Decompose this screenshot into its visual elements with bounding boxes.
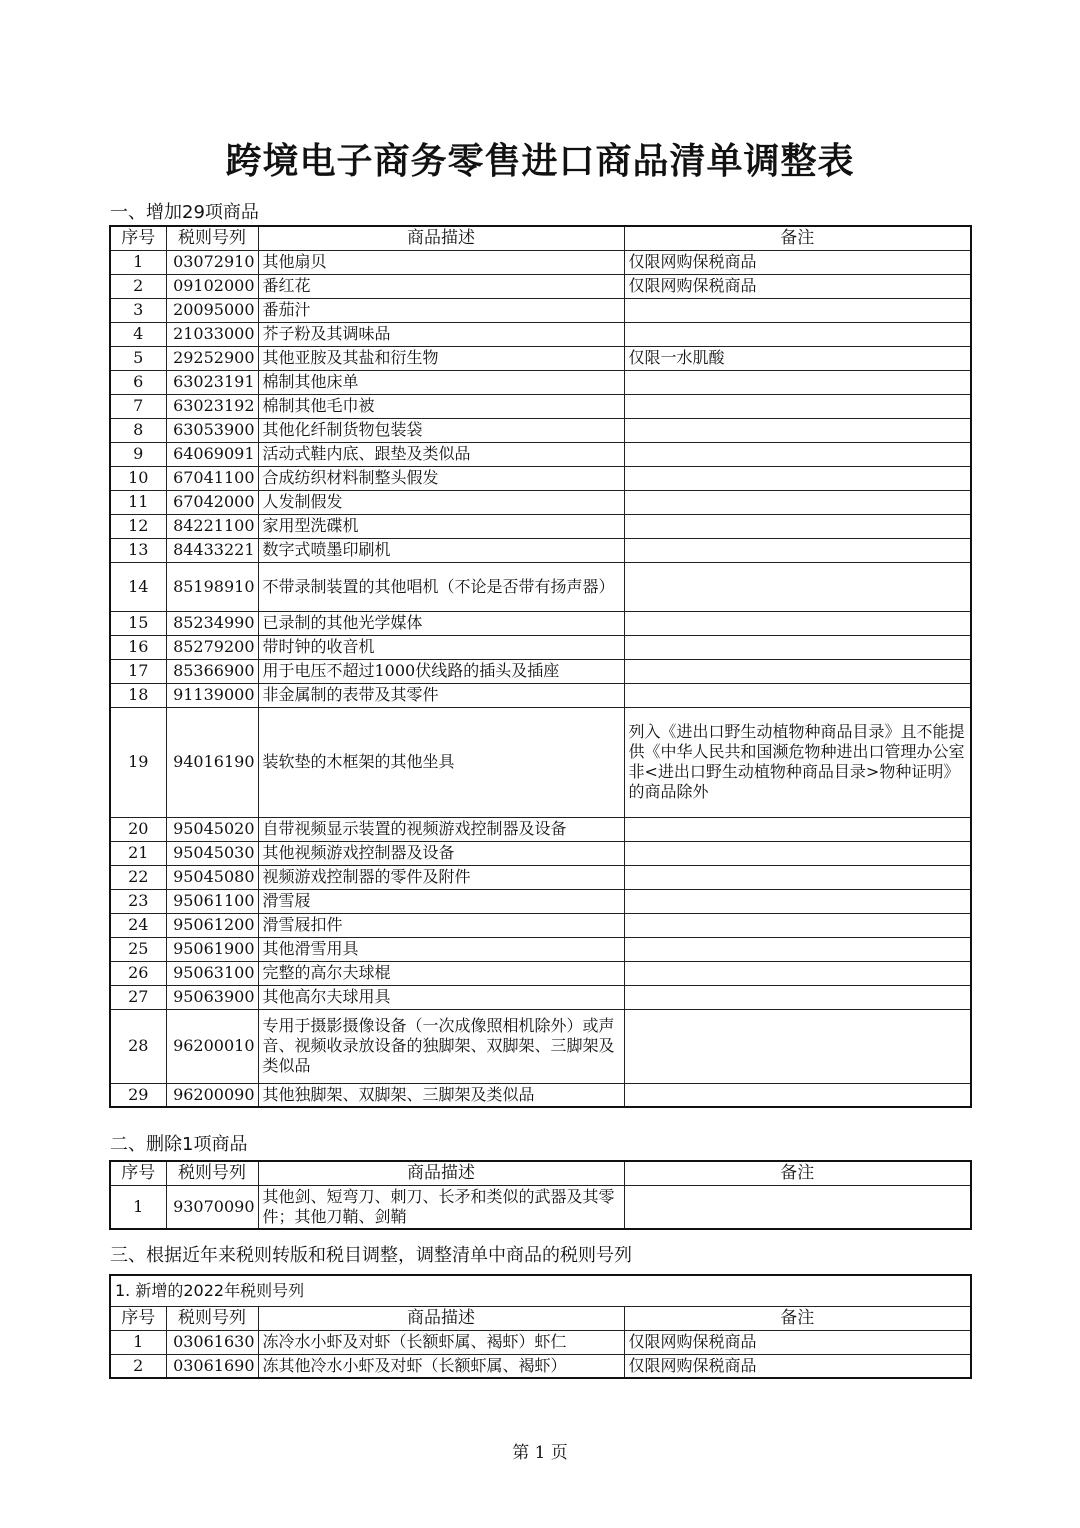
item-note	[624, 490, 971, 514]
item-description: 家用型洗碟机	[258, 514, 624, 538]
tariff-code: 95045080	[166, 865, 258, 889]
item-description: 专用于摄影摄像设备（一次成像照相机除外）或声音、视频收录放设备的独脚架、双脚架、三脚架及类似品	[258, 1009, 624, 1083]
page-title: 跨境电子商务零售进口商品清单调整表	[225, 141, 855, 182]
table-row	[110, 841, 971, 865]
header-no: 序号	[110, 226, 166, 250]
table-row	[110, 1330, 971, 1354]
table-row	[110, 659, 971, 683]
tariff-code: 03061690	[166, 1354, 258, 1378]
row-number: 14	[110, 562, 166, 611]
tariff-code: 95061100	[166, 889, 258, 913]
table-row	[110, 707, 971, 817]
tariff-code: 84433221	[166, 538, 258, 562]
header-code: 税则号列	[166, 1306, 258, 1330]
row-number: 16	[110, 635, 166, 659]
row-number: 8	[110, 418, 166, 442]
tariff-code: 95063900	[166, 985, 258, 1009]
row-number: 29	[110, 1083, 166, 1107]
tariff-code: 63053900	[166, 418, 258, 442]
item-note	[624, 466, 971, 490]
item-description: 人发制假发	[258, 490, 624, 514]
header-desc: 商品描述	[258, 1306, 624, 1330]
row-number: 9	[110, 442, 166, 466]
tariff-code: 20095000	[166, 298, 258, 322]
table-row	[110, 865, 971, 889]
item-note: 仅限网购保税商品	[624, 250, 971, 274]
row-number: 19	[110, 707, 166, 817]
tariff-code: 63023192	[166, 394, 258, 418]
item-description: 装软垫的木框架的其他坐具	[258, 707, 624, 817]
tariff-code: 64069091	[166, 442, 258, 466]
table-row	[110, 394, 971, 418]
row-number: 20	[110, 817, 166, 841]
item-description: 棉制其他毛巾被	[258, 394, 624, 418]
item-description: 其他高尔夫球用具	[258, 985, 624, 1009]
tariff-code: 09102000	[166, 274, 258, 298]
row-number: 26	[110, 961, 166, 985]
table-row	[110, 1354, 971, 1378]
tariff-code: 29252900	[166, 346, 258, 370]
tariff-code: 94016190	[166, 707, 258, 817]
tariff-code: 85279200	[166, 635, 258, 659]
item-note	[624, 1009, 971, 1083]
tariff-code: 85234990	[166, 611, 258, 635]
table-row	[110, 683, 971, 707]
header-note: 备注	[624, 1306, 971, 1330]
item-note	[624, 298, 971, 322]
item-note	[624, 514, 971, 538]
item-note	[624, 961, 971, 985]
tariff-code: 91139000	[166, 683, 258, 707]
table-row	[110, 490, 971, 514]
table-row	[110, 274, 971, 298]
item-description: 滑雪屐	[258, 889, 624, 913]
item-description: 冻其他冷水小虾及对虾（长额虾属、褐虾）	[258, 1354, 624, 1378]
tariff-code: 85198910	[166, 562, 258, 611]
table-row	[110, 961, 971, 985]
row-number: 21	[110, 841, 166, 865]
item-note: 仅限一水肌酸	[624, 346, 971, 370]
tariff-code: 95063100	[166, 961, 258, 985]
table-row	[110, 418, 971, 442]
tariff-code: 21033000	[166, 322, 258, 346]
table-row	[110, 611, 971, 635]
tariff-code: 93070090	[166, 1185, 258, 1229]
item-description: 带时钟的收音机	[258, 635, 624, 659]
row-number: 4	[110, 322, 166, 346]
row-number: 12	[110, 514, 166, 538]
item-note	[624, 889, 971, 913]
item-description: 其他扇贝	[258, 250, 624, 274]
item-description: 棉制其他床单	[258, 370, 624, 394]
row-number: 3	[110, 298, 166, 322]
item-description: 其他滑雪用具	[258, 937, 624, 961]
page-number: 第 1 页	[512, 1443, 568, 1463]
tariff-code: 67042000	[166, 490, 258, 514]
header-desc: 商品描述	[258, 226, 624, 250]
table-row	[110, 562, 971, 611]
item-description: 其他化纤制货物包装袋	[258, 418, 624, 442]
table-row	[110, 442, 971, 466]
adjust-items-table	[109, 1274, 972, 1379]
table-row	[110, 250, 971, 274]
header-desc: 商品描述	[258, 1161, 624, 1185]
tariff-code: 03061630	[166, 1330, 258, 1354]
item-description: 冻冷水小虾及对虾（长额虾属、褐虾）虾仁	[258, 1330, 624, 1354]
section-heading-delete: 二、删除1项商品	[110, 1134, 248, 1155]
table-row	[110, 1009, 971, 1083]
table-row	[110, 937, 971, 961]
item-note	[624, 683, 971, 707]
item-description: 不带录制装置的其他唱机（不论是否带有扬声器）	[258, 562, 624, 611]
item-note	[624, 913, 971, 937]
table-row	[110, 346, 971, 370]
row-number: 15	[110, 611, 166, 635]
tariff-code: 67041100	[166, 466, 258, 490]
item-description: 番红花	[258, 274, 624, 298]
item-description: 其他独脚架、双脚架、三脚架及类似品	[258, 1083, 624, 1107]
row-number: 2	[110, 274, 166, 298]
row-number: 27	[110, 985, 166, 1009]
item-description: 滑雪屐扣件	[258, 913, 624, 937]
item-note: 列入《进出口野生动植物种商品目录》且不能提供《中华人民共和国濒危物种进出口管理办公室非<进出口野生动植物种商品目录>物种证明》的商品除外	[624, 707, 971, 817]
item-description: 其他亚胺及其盐和衍生物	[258, 346, 624, 370]
item-note	[624, 817, 971, 841]
table-row	[110, 1083, 971, 1107]
row-number: 28	[110, 1009, 166, 1083]
section-heading-adjust: 三、根据近年来税则转版和税目调整，调整清单中商品的税则号列	[110, 1245, 632, 1266]
row-number: 24	[110, 913, 166, 937]
row-number: 1	[110, 1185, 166, 1229]
header-code: 税则号列	[166, 1161, 258, 1185]
table-row	[110, 466, 971, 490]
header-no: 序号	[110, 1306, 166, 1330]
table-row	[110, 298, 971, 322]
table-row	[110, 889, 971, 913]
table-row	[110, 370, 971, 394]
header-code: 税则号列	[166, 226, 258, 250]
item-note	[624, 937, 971, 961]
table-row	[110, 1185, 971, 1229]
row-number: 17	[110, 659, 166, 683]
item-note	[624, 635, 971, 659]
tariff-code: 95061900	[166, 937, 258, 961]
tariff-code: 63023191	[166, 370, 258, 394]
section-heading-add: 一、增加29项商品	[110, 202, 259, 223]
table-row	[110, 635, 971, 659]
header-no: 序号	[110, 1161, 166, 1185]
delete-items-table	[109, 1160, 972, 1230]
row-number: 2	[110, 1354, 166, 1378]
row-number: 18	[110, 683, 166, 707]
item-description: 其他视频游戏控制器及设备	[258, 841, 624, 865]
row-number: 13	[110, 538, 166, 562]
item-description: 自带视频显示装置的视频游戏控制器及设备	[258, 817, 624, 841]
item-note	[624, 442, 971, 466]
add-items-table	[109, 225, 972, 1108]
item-description: 合成纺织材料制整头假发	[258, 466, 624, 490]
item-note: 仅限网购保税商品	[624, 1354, 971, 1378]
row-number: 25	[110, 937, 166, 961]
item-note	[624, 394, 971, 418]
tariff-code: 96200010	[166, 1009, 258, 1083]
item-description: 数字式喷墨印刷机	[258, 538, 624, 562]
item-description: 芥子粉及其调味品	[258, 322, 624, 346]
item-description: 用于电压不超过1000伏线路的插头及插座	[258, 659, 624, 683]
item-note	[624, 322, 971, 346]
row-number: 6	[110, 370, 166, 394]
tariff-code: 85366900	[166, 659, 258, 683]
row-number: 5	[110, 346, 166, 370]
item-note	[624, 985, 971, 1009]
item-note	[624, 1185, 971, 1229]
item-note	[624, 865, 971, 889]
tariff-code: 95061200	[166, 913, 258, 937]
table-row	[110, 985, 971, 1009]
item-note: 仅限网购保税商品	[624, 274, 971, 298]
item-description: 已录制的其他光学媒体	[258, 611, 624, 635]
item-note	[624, 659, 971, 683]
table-row	[110, 817, 971, 841]
item-description: 非金属制的表带及其零件	[258, 683, 624, 707]
item-description: 番茄汁	[258, 298, 624, 322]
table-row	[110, 538, 971, 562]
row-number: 1	[110, 250, 166, 274]
tariff-code: 03072910	[166, 250, 258, 274]
table-row	[110, 514, 971, 538]
row-number: 11	[110, 490, 166, 514]
tariff-code: 95045020	[166, 817, 258, 841]
header-note: 备注	[624, 226, 971, 250]
item-note	[624, 562, 971, 611]
item-note	[624, 611, 971, 635]
table-row	[110, 322, 971, 346]
row-number: 1	[110, 1330, 166, 1354]
item-note	[624, 538, 971, 562]
header-note: 备注	[624, 1161, 971, 1185]
tariff-code: 95045030	[166, 841, 258, 865]
item-note	[624, 841, 971, 865]
tariff-code: 96200090	[166, 1083, 258, 1107]
item-description: 活动式鞋内底、跟垫及类似品	[258, 442, 624, 466]
item-description: 视频游戏控制器的零件及附件	[258, 865, 624, 889]
item-note	[624, 1083, 971, 1107]
row-number: 10	[110, 466, 166, 490]
row-number: 23	[110, 889, 166, 913]
table-row	[110, 913, 971, 937]
item-note	[624, 370, 971, 394]
row-number: 7	[110, 394, 166, 418]
item-description: 完整的高尔夫球棍	[258, 961, 624, 985]
item-description: 其他剑、短弯刀、刺刀、长矛和类似的武器及其零件；其他刀鞘、剑鞘	[258, 1185, 624, 1229]
tariff-code: 84221100	[166, 514, 258, 538]
subheading-new-codes: 1. 新增的2022年税则号列	[110, 1275, 971, 1306]
row-number: 22	[110, 865, 166, 889]
item-note: 仅限网购保税商品	[624, 1330, 971, 1354]
item-note	[624, 418, 971, 442]
